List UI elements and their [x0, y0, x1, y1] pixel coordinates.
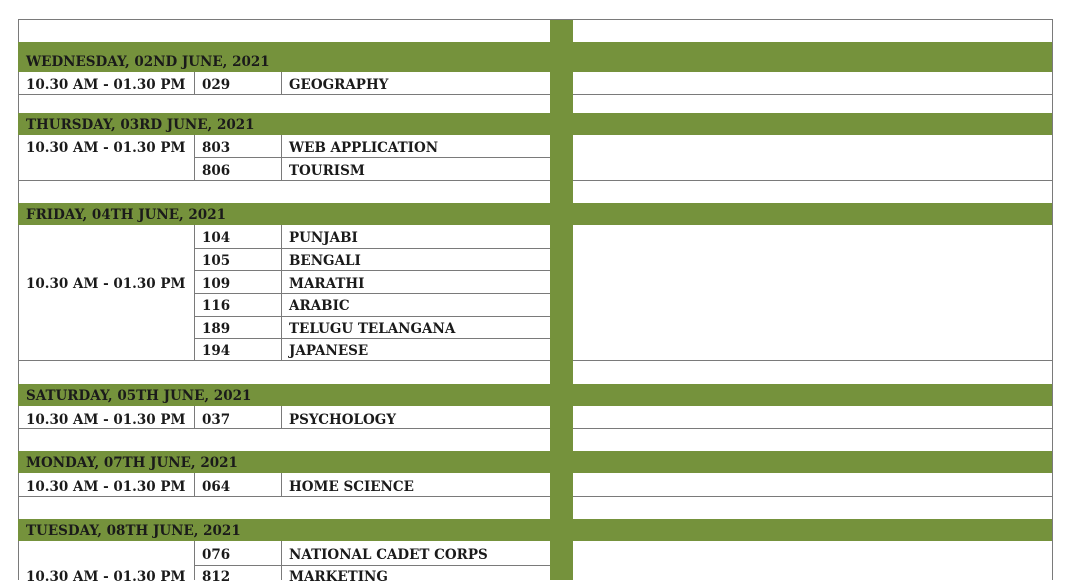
- row-line: [194, 248, 550, 249]
- row-line: [18, 180, 1053, 181]
- subject-code: 076: [202, 547, 231, 563]
- col-line: [281, 406, 282, 428]
- subject-name: MARKETING: [289, 569, 388, 585]
- subject-code: 029: [202, 77, 231, 93]
- subject-code: 803: [202, 140, 231, 156]
- subject-code: 105: [202, 253, 231, 269]
- subject-code: 064: [202, 479, 231, 495]
- subject-name: ARABIC: [289, 298, 350, 314]
- subject-name: HOME SCIENCE: [289, 479, 414, 495]
- col-line: [281, 135, 282, 180]
- subject-name: TOURISM: [289, 163, 365, 179]
- col-line: [194, 541, 195, 580]
- date-header: MONDAY, 07TH JUNE, 2021: [26, 455, 238, 471]
- subject-name: GEOGRAPHY: [289, 77, 389, 93]
- subject-code: 194: [202, 343, 231, 359]
- table-top-border: [18, 19, 1053, 20]
- subject-name: JAPANESE: [289, 343, 369, 359]
- date-header: SATURDAY, 05TH JUNE, 2021: [26, 388, 252, 404]
- row-line: [194, 270, 550, 271]
- row-line: [18, 94, 1053, 95]
- subject-name: BENGALI: [289, 253, 361, 269]
- subject-name: PUNJABI: [289, 230, 358, 246]
- subject-code: 037: [202, 412, 231, 428]
- row-line: [194, 316, 550, 317]
- col-line: [194, 225, 195, 360]
- col-line: [281, 225, 282, 360]
- row-line: [194, 293, 550, 294]
- row-line: [194, 157, 550, 158]
- row-line: [18, 360, 1053, 361]
- time-slot: 10.30 AM - 01.30 PM: [26, 479, 186, 495]
- time-slot: 10.30 AM - 01.30 PM: [26, 276, 186, 292]
- subject-code: 116: [202, 298, 231, 314]
- subject-name: TELUGU TELANGANA: [289, 321, 456, 337]
- col-line: [194, 72, 195, 94]
- time-slot: 10.30 AM - 01.30 PM: [26, 77, 186, 93]
- col-line: [281, 473, 282, 496]
- time-slot: 10.30 AM - 01.30 PM: [26, 412, 186, 428]
- subject-name: MARATHI: [289, 276, 365, 292]
- date-header: FRIDAY, 04TH JUNE, 2021: [26, 207, 226, 223]
- col-line: [281, 72, 282, 94]
- subject-code: 104: [202, 230, 231, 246]
- row-line: [18, 428, 1053, 429]
- date-header: WEDNESDAY, 02ND JUNE, 2021: [26, 54, 270, 70]
- time-slot: 10.30 AM - 01.30 PM: [26, 140, 186, 156]
- subject-code: 812: [202, 569, 231, 585]
- subject-name: NATIONAL CADET CORPS: [289, 547, 488, 563]
- row-line: [194, 338, 550, 339]
- col-line: [281, 541, 282, 580]
- col-line: [194, 406, 195, 428]
- col-line: [194, 135, 195, 180]
- subject-code: 189: [202, 321, 231, 337]
- row-line: [194, 565, 550, 566]
- time-slot: 10.30 AM - 01.30 PM: [26, 569, 186, 585]
- date-header: TUESDAY, 08TH JUNE, 2021: [26, 523, 241, 539]
- subject-name: PSYCHOLOGY: [289, 412, 396, 428]
- subject-code: 109: [202, 276, 231, 292]
- row-line: [18, 496, 1053, 497]
- col-line: [194, 473, 195, 496]
- subject-code: 806: [202, 163, 231, 179]
- subject-name: WEB APPLICATION: [289, 140, 439, 156]
- column-separator: [550, 20, 573, 580]
- date-header: THURSDAY, 03RD JUNE, 2021: [26, 117, 255, 133]
